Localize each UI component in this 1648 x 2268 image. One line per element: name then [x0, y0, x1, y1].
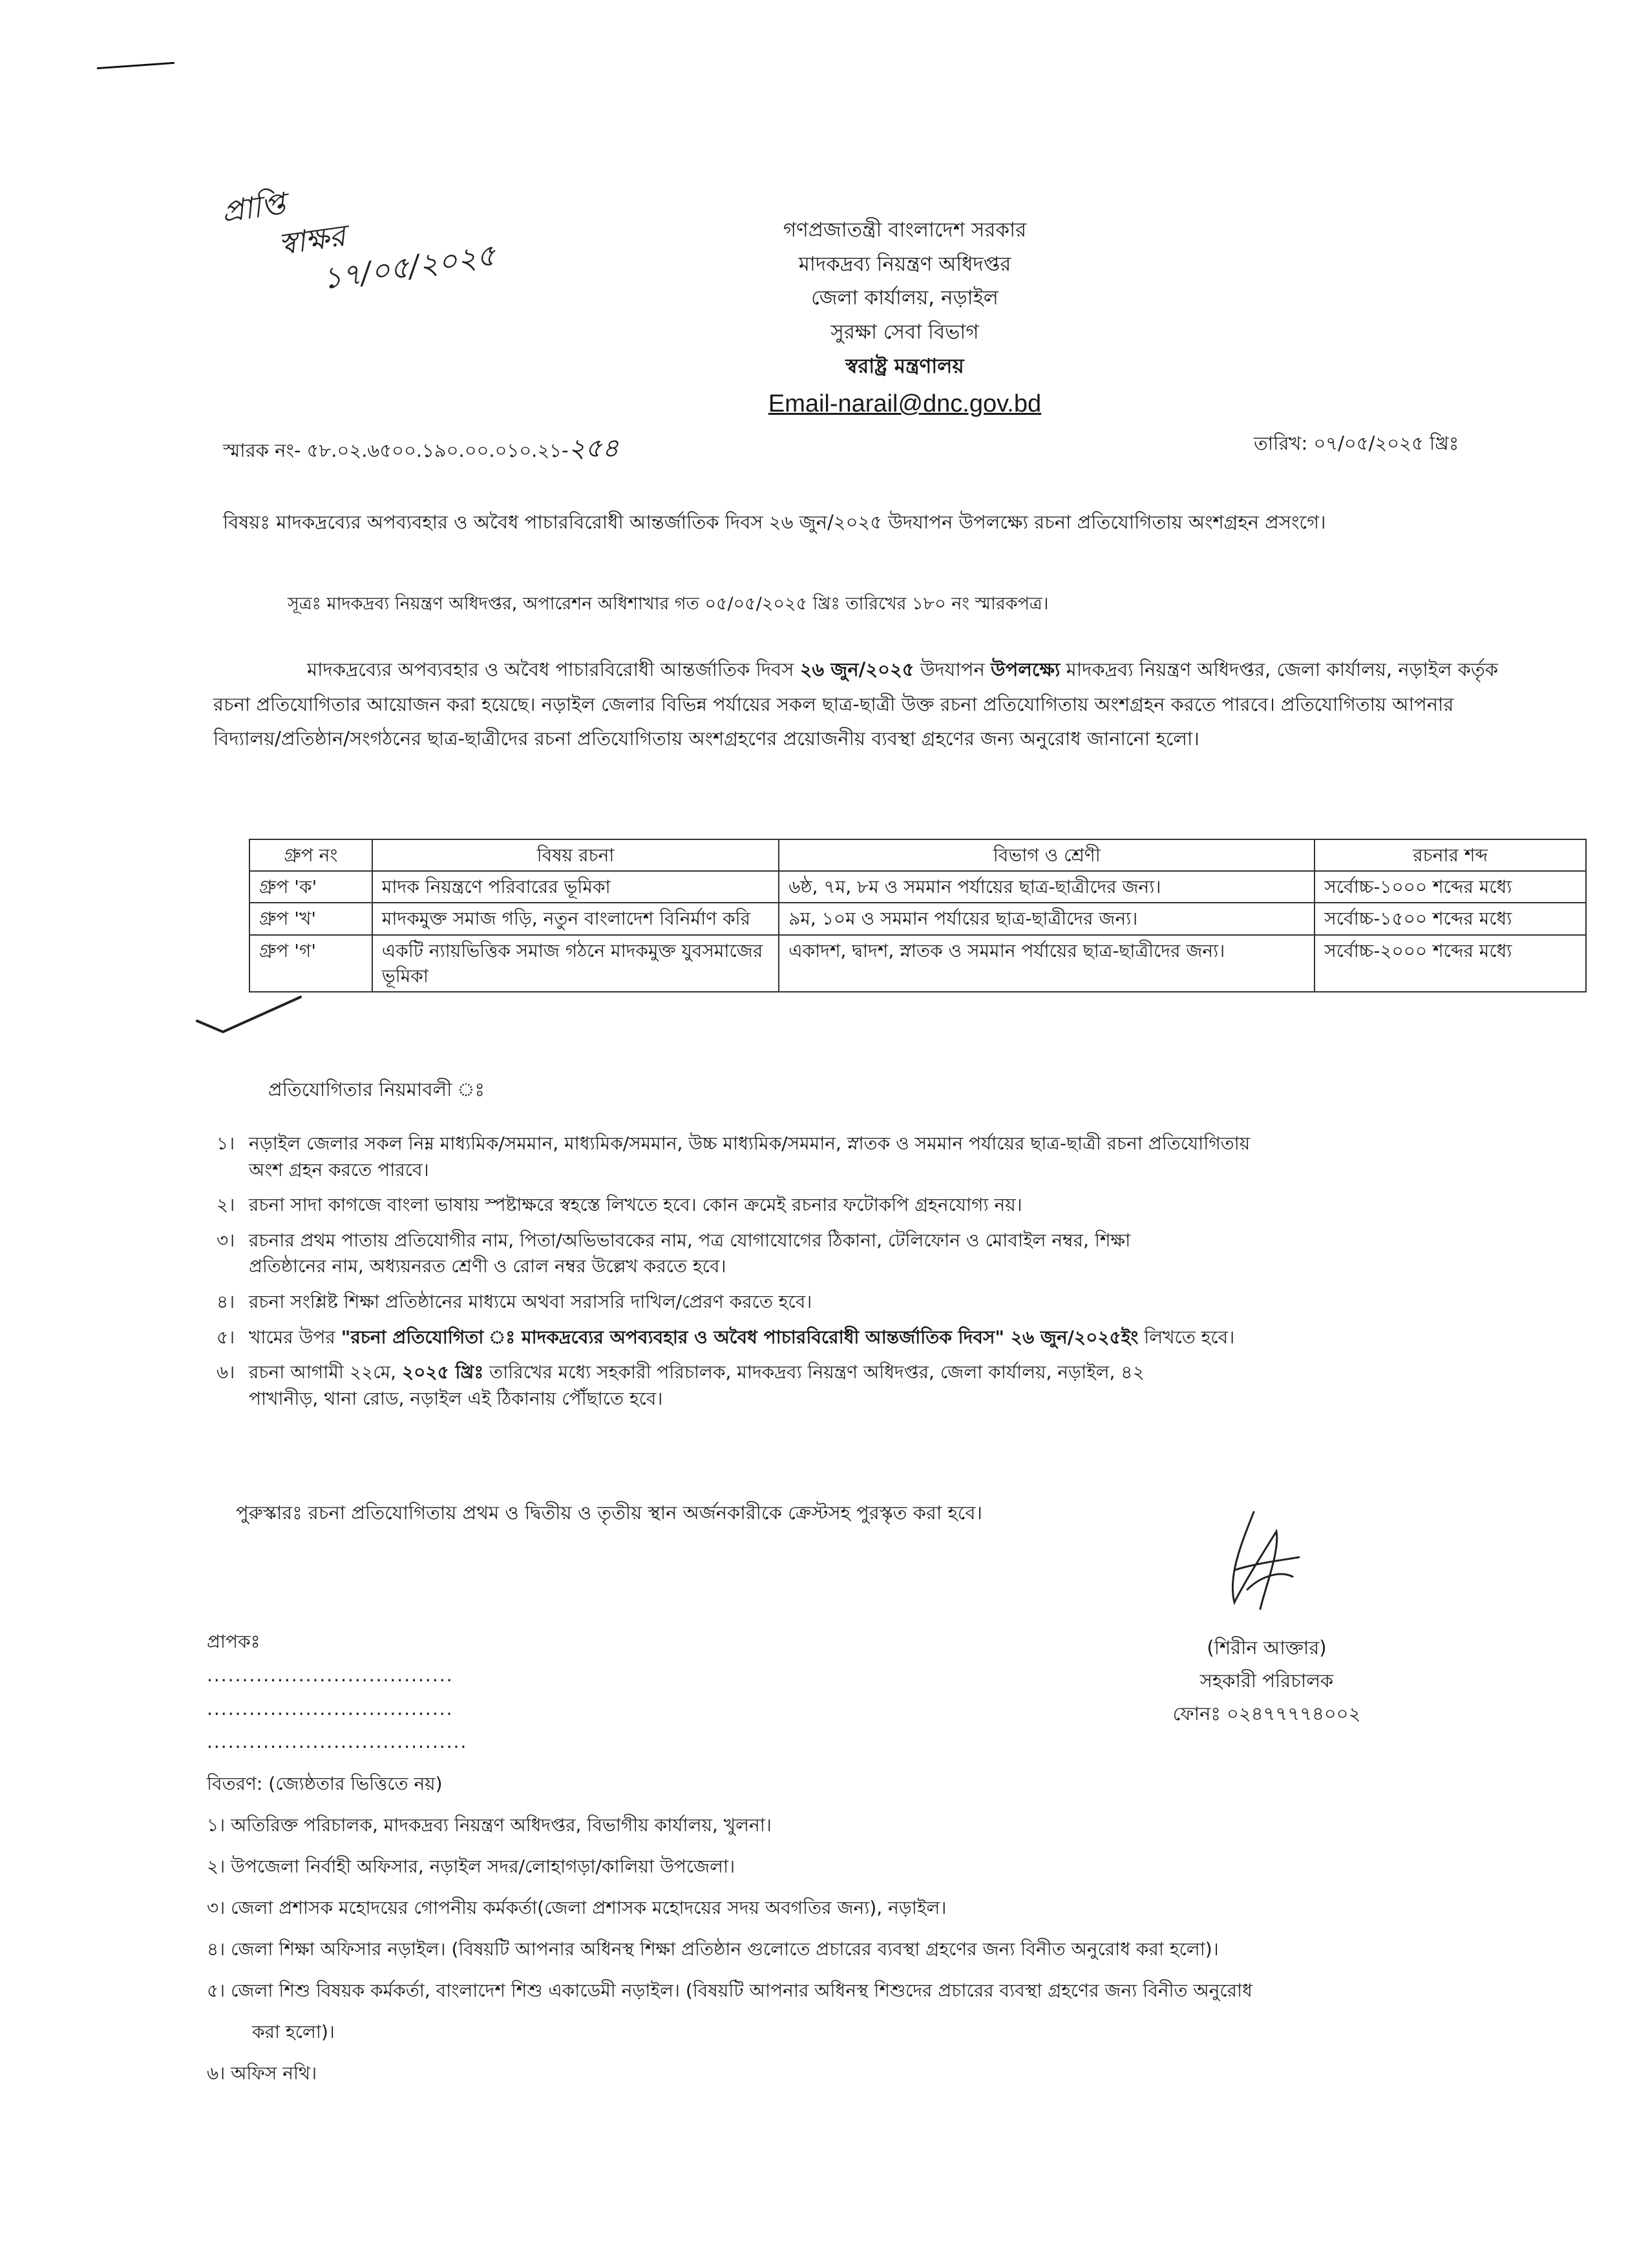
table-cell: ৬ষ্ঠ, ৭ম, ৮ম ও সমমান পর্যায়ের ছাত্র-ছাত্রীদের জন্য। [779, 871, 1315, 903]
body-p1c: উদযাপন [914, 658, 991, 680]
rule6-pre: রচনা আগামী ২২মে, [249, 1361, 402, 1383]
header-email[interactable]: Email-narail@dnc.gov.bd [768, 390, 1042, 418]
signatory-phone: ফোনঃ ০২৪৭৭৭৭৪০০২ [1172, 1702, 1361, 1725]
recipient-line: ..................................... [207, 1731, 468, 1753]
table-cell: একটি ন্যায়ভিত্তিক সমাজ গঠনে মাদকমুক্ত যুবসমাজের ভূমিকা [372, 935, 779, 992]
header-line4: সুরক্ষা সেবা বিভাগ [830, 320, 979, 344]
rule5-date: ২৬ জুন/২০২৫ইং [1004, 1326, 1139, 1348]
table-header-words: রচনার শব্দ [1315, 839, 1586, 871]
body-paragraph [213, 653, 1525, 757]
distribution-item-continuation: করা হলো)। [252, 2021, 335, 2042]
table-cell: গ্রুপ 'ক' [249, 871, 372, 903]
memo-date: তারিখ: ০৭/০৫/২০২৫ খ্রিঃ [1254, 432, 1459, 454]
table-cell: সর্বোচ্চ-১৫০০ শব্দের মধ্যে [1315, 903, 1586, 934]
table-cell: গ্রুপ 'খ' [249, 903, 372, 934]
rule-continuation: অংশ গ্রহন করতে পারবে। [249, 1159, 429, 1181]
rule-item [217, 1192, 1561, 1219]
table-header-class: বিভাগ ও শ্রেণী [779, 839, 1315, 871]
letterhead [614, 213, 1196, 425]
distribution-item: ৩। জেলা প্রশাসক মহোদয়ের গোপনীয় কর্মকর্তা(জেলা প্রশাসক মহোদয়ের সদয় অবগতির জন্য), নড়াইল। [207, 1897, 947, 1918]
rule-item [217, 1360, 1561, 1412]
table-cell: ৯ম, ১০ম ও সমমান পর্যায়ের ছাত্র-ছাত্রীদের জন্য। [779, 903, 1315, 934]
table-cell: একাদশ, দ্বাদশ, স্নাতক ও সমমান পর্যায়ের ছাত্র-ছাত্রীদের জন্য। [779, 935, 1315, 992]
rule-number: ৩। [217, 1229, 235, 1251]
rule-continuation: পাখানীড়, থানা রোড, নড়াইল এই ঠিকানায় পৌঁছাতে হবে। [249, 1387, 663, 1409]
recipient-line: ................................... [207, 1664, 454, 1686]
memo-number [223, 430, 618, 467]
handwritten-note-line1: প্রাপ্তি [219, 185, 288, 229]
signatory-designation: সহকারী পরিচালক [1199, 1669, 1334, 1692]
handwritten-note-line3: ১৭/০৫/২০২৫ [320, 237, 498, 297]
table-cell: মাদক নিয়ন্ত্রণে পরিবারের ভূমিকা [372, 871, 779, 903]
rule-item [217, 1289, 1561, 1316]
table-row [249, 935, 1586, 992]
rule5-post: লিখতে হবে। [1138, 1326, 1235, 1348]
corner-mark [97, 62, 174, 69]
reference: সূত্রঃ মাদকদ্রব্য নিয়ন্ত্রণ অধিদপ্তর, অপারেশন অধিশাখার গত ০৫/০৫/২০২৫ খ্রিঃ তারিখের ১৮০ নং স্মারকপত্র। [288, 594, 1049, 614]
rule-continuation: প্রতিষ্ঠানের নাম, অধ্যয়নরত শ্রেণী ও রোল নম্বর উল্লেখ করতে হবে। [249, 1255, 726, 1277]
signature [1215, 1506, 1305, 1615]
body-p1a: মাদকদ্রব্যের অপব্যবহার ও অবৈধ পাচারবিরোধী আন্তর্জাতিক দিবস [307, 658, 800, 680]
distribution-item: ৬। অফিস নথি। [207, 2063, 317, 2084]
distribution-item: ৪। জেলা শিক্ষা অফিসার নড়াইল। (বিষয়টি আপনার অধিনস্থ শিক্ষা প্রতিষ্ঠান গুলোতে প্রচারের ব্যবস্থা গ্রহণের জন্য বিনীত অনুরোধ করা হলো)। [207, 1938, 1219, 1960]
recipient-line: ................................... [207, 1697, 454, 1719]
recipient-label: প্রাপকঃ [207, 1631, 260, 1652]
rules-list [217, 1131, 1561, 1421]
table-header-group: গ্রুপ নং [249, 839, 372, 871]
table-cell: গ্রুপ 'গ' [249, 935, 372, 992]
rule6-post: তারিখের মধ্যে সহকারী পরিচালক, মাদকদ্রব্য নিয়ন্ত্রণ অধিদপ্তর, জেলা কার্যালয়, নড়াইল, ৪২ [483, 1361, 1145, 1383]
rule-number: ২। [217, 1194, 235, 1216]
distribution-item: ১। অতিরিক্ত পরিচালক, মাদকদ্রব্য নিয়ন্ত্রণ অধিদপ্তর, বিভাগীয় কার্যালয়, খুলনা। [207, 1814, 772, 1836]
signatory-block [1125, 1632, 1409, 1730]
distribution-item [207, 1977, 1570, 2046]
header-line3: জেলা কার্যালয়, নড়াইল [811, 286, 998, 310]
body-p1d: উপলক্ষ্যে [991, 658, 1061, 680]
prize-line: পুরুস্কারঃ রচনা প্রতিযোগিতায় প্রথম ও দ্বিতীয় ও তৃতীয় স্থান অর্জনকারীকে ক্রেস্টসহ পুরস্কৃত করা হবে। [236, 1502, 982, 1524]
rule5-bold: "রচনা প্রতিযোগিতা ঃ মাদকদ্রব্যের অপব্যবহার ও অবৈধ পাচারবিরোধী আন্তর্জাতিক দিবস" [341, 1326, 1005, 1348]
rule-item [217, 1325, 1561, 1351]
group-table [249, 839, 1587, 992]
rule-text: নড়াইল জেলার সকল নিম্ন মাধ্যমিক/সমমান, মাধ্যমিক/সমমান, উচ্চ মাধ্যমিক/সমমান, স্নাতক ও সমমান পর্যায়ের ছাত্র-ছাত্রী রচনা প্রতিযোগিতায় [249, 1133, 1251, 1154]
recipient-block [207, 1625, 467, 1759]
checkmark-icon [194, 992, 304, 1037]
rule-number: ৪। [217, 1290, 235, 1312]
rule-item [217, 1131, 1561, 1183]
rule-number: ৫। [217, 1326, 235, 1348]
table-header-row [249, 839, 1586, 871]
table-row [249, 871, 1586, 903]
distribution-title: বিতরণ: (জ্যেষ্ঠতার ভিত্তিতে নয়) [207, 1773, 443, 1794]
header-line5: স্বরাষ্ট্র মন্ত্রণালয় [845, 354, 964, 378]
rule-text: রচনা সাদা কাগজে বাংলা ভাষায় স্পষ্টাক্ষরে স্বহস্তে লিখতে হবে। কোন ক্রমেই রচনার ফটোকপি গ্রহনযোগ্য নয়। [249, 1194, 1022, 1216]
memo-handwritten-number: ২৫৪ [568, 434, 619, 463]
header-line1: গণপ্রজাতন্ত্রী বাংলাদেশ সরকার [783, 218, 1027, 242]
table-row [249, 903, 1586, 934]
rule-number: ৬। [217, 1361, 235, 1383]
handwritten-note-line2: স্বাক্ষর [276, 218, 348, 262]
handwritten-note [200, 155, 498, 314]
distribution-item-text: ৫। জেলা শিশু বিষয়ক কর্মকর্তা, বাংলাদেশ শিশু একাডেমী নড়াইল। (বিষয়টি আপনার অধিনস্থ শিশুদের প্রচারের ব্যবস্থা গ্রহণের জন্য বিনীত অনুরোধ [207, 1980, 1252, 2001]
rule-item [217, 1228, 1561, 1280]
rule-number: ১। [217, 1133, 235, 1154]
header-line2: মাদকদ্রব্য নিয়ন্ত্রণ অধিদপ্তর [798, 252, 1011, 276]
table-cell: সর্বোচ্চ-২০০০ শব্দের মধ্যে [1315, 935, 1586, 992]
distribution-item: ২। উপজেলা নির্বাহী অফিসার, নড়াইল সদর/লোহাগড়া/কালিয়া উপজেলা। [207, 1856, 735, 1877]
table-cell: সর্বোচ্চ-১০০০ শব্দের মধ্যে [1315, 871, 1586, 903]
signatory-name: (শিরীন আক্তার) [1207, 1637, 1327, 1659]
table-header-topic: বিষয় রচনা [372, 839, 779, 871]
rule-text: রচনা সংশ্লিষ্ট শিক্ষা প্রতিষ্ঠানের মাধ্যমে অথবা সরাসরি দাখিল/প্রেরণ করতে হবে। [249, 1290, 812, 1312]
rule5-pre: খামের উপর [249, 1326, 341, 1348]
body-p1b: ২৬ জুন/২০২৫ [799, 658, 914, 680]
memo-number-text: স্মারক নং- ৫৮.০২.৬৫০০.১৯০.০০.০১০.২১- [223, 439, 569, 461]
subject: বিষয়ঃ মাদকদ্রব্যের অপব্যবহার ও অবৈধ পাচারবিরোধী আন্তর্জাতিক দিবস ২৬ জুন/২০২৫ উদযাপন উপলক্ষ্যে রচনা প্রতিযোগিতায় অংশগ্রহন প্রসংগে। [223, 511, 1326, 533]
rules-title: প্রতিযোগিতার নিয়মাবলী ঃ [268, 1078, 485, 1100]
body-p1e: মাদকদ্রব্য নিয়ন্ত্রণ অধিদপ্তর, জেলা কার্যালয়, নড়াইল কর্তৃক রচনা প্রতিযোগিতার আয়োজন করা হয়েছে। নড়াইল জেলার বিভিন্ন পর্যায়ের সকল ছাত্র-ছাত্রী উক্ত রচনা প্রতিযোগিতায় অংশগ্রহন করতে পারবে। প্রতিযোগিতায় আপনার বিদ্যালয়/প্রতিষ্ঠান/সংগঠনের ছাত্র-ছাত্রীদের রচনা প্রতিযোগিতায় অংশগ্রহণের প্রয়োজনীয় ব্যবস্থা গ্রহণের জন্য অনুরোধ জানানো হলো। [213, 658, 1499, 750]
rule6-bold: ২০২৫ খ্রিঃ [401, 1361, 484, 1383]
distribution-block [207, 1770, 1570, 2101]
table-cell: মাদকমুক্ত সমাজ গড়ি, নতুন বাংলাদেশ বিনির্মাণ করি [372, 903, 779, 934]
rule-text: রচনার প্রথম পাতায় প্রতিযোগীর নাম, পিতা/অভিভাবকের নাম, পত্র যোগাযোগের ঠিকানা, টেলিফোন ও মোবাইল নম্বর, শিক্ষা [249, 1229, 1131, 1251]
